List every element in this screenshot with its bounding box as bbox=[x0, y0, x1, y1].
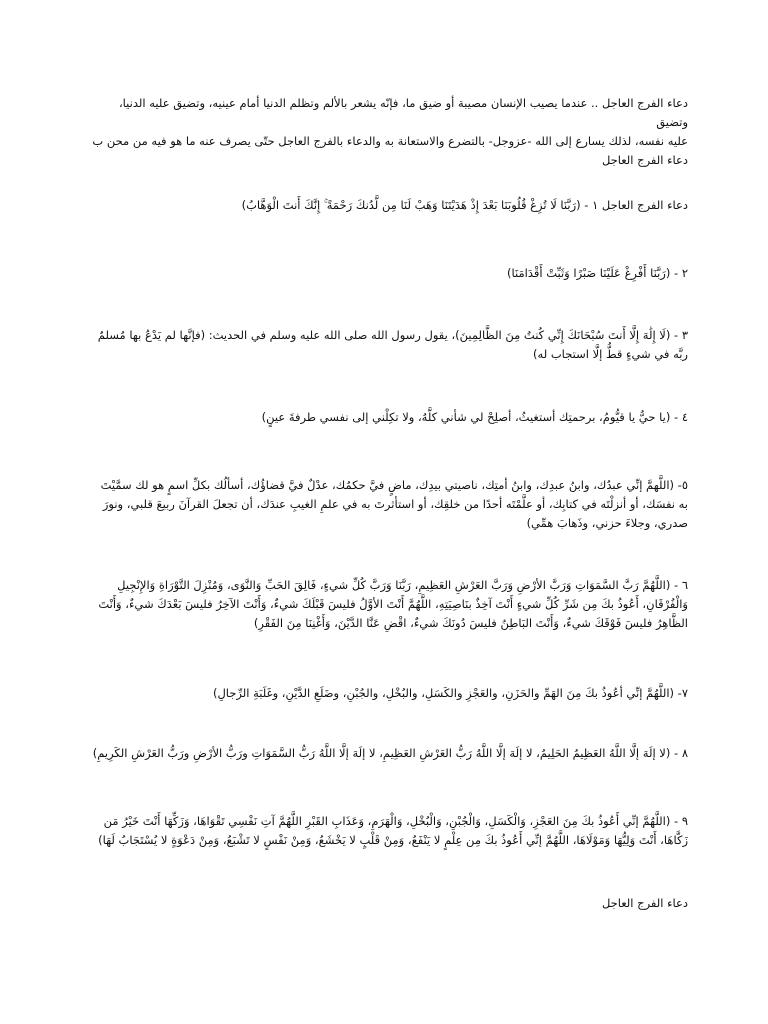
dua-1: دعاء الفرج العاجل ١ - (رَبَّنَا لَا تُزِغْ قُلُوبَنَا بَعْدَ إِذْ هَدَيْتَنَا وَهَبْ لَنَا مِن لَّدُنكَ رَحْمَةً ۚ إِنَّكَ أَنتَ الْوَهَّابُ) bbox=[241, 198, 688, 212]
dua-8: ٨ - (لا إلَهَ إلَّا اللَّهُ العَظِيمُ الحَلِيمُ، لا إلَهَ إلَّا اللَّهُ رَبُّ العَرْشِ العَظِيمِ، لا إلَهَ إلَّا اللَّهُ رَبُّ السَّمَوَاتِ ورَبُّ الأرْضِ ورَبُّ العَرْشِ الكَرِيمِ) bbox=[92, 746, 688, 760]
dua-2: ٢ - (رَبَّنَا أَفْرِغْ عَلَيْنَا صَبْرًا وَثَبِّتْ أَقْدَامَنَا) bbox=[507, 266, 688, 280]
dua-7: ٧- (اللَّهُمَّ إنِّي أعُوذُ بكَ مِنَ الهَمِّ والحَزَنِ، والعَجْزِ والكَسَلِ، والبُخْلِ، والجُبْنِ، وضَلَعِ الدَّيْنِ، وغَلَبَةِ الرِّجالِ) bbox=[212, 686, 688, 700]
dua-9: ٩ - (اللَّهُمَّ إنِّي أَعُوذُ بكَ مِنَ العَجْزِ، وَالْكَسَلِ، وَالْجُبْنِ، وَالْبُخْلِ، وَالْهَرَمِ، وَعَذَابِ القَبْرِ اللَّهُمَّ آتِ نَفْسِي تَقْوَاهَا، وَزَكِّهَا أَنْتَ خَيْرُ مَن زَكَّاهَا، أَنْتَ وَلِيُّهَا وَمَوْلَاهَا، اللَّهُمَّ إنِّي أَعُوذُ بكَ مِن عِلْمٍ لا يَنْفَعُ، وَمِنْ قَلْبٍ لا يَخْشَعُ، وَمِنْ نَفْسٍ لا تَشْبَعُ، وَمِنْ دَعْوَةٍ لا يُسْتَجَابُ لَهَا) bbox=[98, 814, 688, 847]
intro-line-2: عليه نفسه، لذلك يسارع إلى الله -عزوجل- بالتضرع والاستعانة به والدعاء بالفرج العاجل حتّى يصرف عنه ما هو فيه من محن ب bbox=[92, 134, 688, 148]
dua-4: ٤ - (يا حيُّ يا قيُّومُ، برحمتِك أستغيثُ، أصلِحْ لي شأني كلَّهُ، ولا تكِلْني إلى نفسي طرفةَ عينٍ) bbox=[261, 410, 688, 424]
intro-line-3: دعاء الفرج العاجل bbox=[601, 153, 688, 167]
dua-6: ٦ - (اللَّهُمَّ رَبَّ السَّمَوَاتِ وَرَبَّ الأرْضِ وَرَبَّ العَرْشِ العَظِيمِ، رَبَّنَا وَرَبَّ كُلِّ شيءٍ، فَالِقَ الحَبِّ وَالنَّوَى، وَمُنْزِلَ التَّوْرَاةِ وَالإِنْجِيلِ وَالْفُرْقَانِ، أَعُوذُ بكَ مِن شَرِّ كُلِّ شيءٍ أَنْتَ آخِذٌ بنَاصِيَتِهِ، اللَّهُمَّ أَنْتَ الأوَّلُ فليسَ قَبْلَكَ شيءٌ، وَأَنْتَ الآخِرُ فليسَ بَعْدَكَ شيءٌ، وَأَنْتَ الظَّاهِرُ فليسَ فَوْقَكَ شيءٌ، وَأَنْتَ البَاطِنُ فليسَ دُونَكَ شيءٌ، اقْضِ عَنَّا الدَّيْنَ، وَأَغْنِنَا مِنَ الفَقْرِ) bbox=[98, 578, 688, 630]
footer-title: دعاء الفرج العاجل bbox=[601, 896, 688, 910]
intro-line-1: دعاء الفرج العاجل .. عندما يصيب الإنسان مصيبة أو ضيق ما، فإنّه يشعر بالألم وتظلم الدنيا أمام عينيه، وتضيق عليه الدنيا، وتضيق bbox=[118, 96, 688, 129]
intro-paragraph bbox=[88, 94, 688, 170]
dua-5: ٥- (اللَّهمَّ إنِّي عبدُك، وابنُ عبدِك، وابنُ أمتِك، ناصيتي بيدِك، ماضٍ فيَّ حكمُك، عدْلٌ فيَّ قضاؤُك، أسألُك بكلِّ اسمٍ هو لك سمَّيْتَ به نفسَك، أو أنزلْتَه في كتابِك، أو علَّمْتَه أحدًا من خلقِك، أو استأثرتَ به في علمِ الغيبِ عندَك، أن تجعلَ القرآنَ ربيعَ قلبي، ونورَ صدري، وجلاءَ حزني، وذَهابَ همِّي) bbox=[100, 478, 688, 530]
dua-3: ٣ - (لَا إِلَٰهَ إِلَّا أَنتَ سُبْحَانَكَ إِنِّي كُنتُ مِنَ الظَّالِمِينَ)، يقول رسول الله صلى الله عليه وسلم في الحديث: (فإنَّها لم يَدْعُ بها مُسلمٌ ربَّه في شيءٍ قطُّ إلَّا استجاب له) bbox=[97, 328, 688, 361]
